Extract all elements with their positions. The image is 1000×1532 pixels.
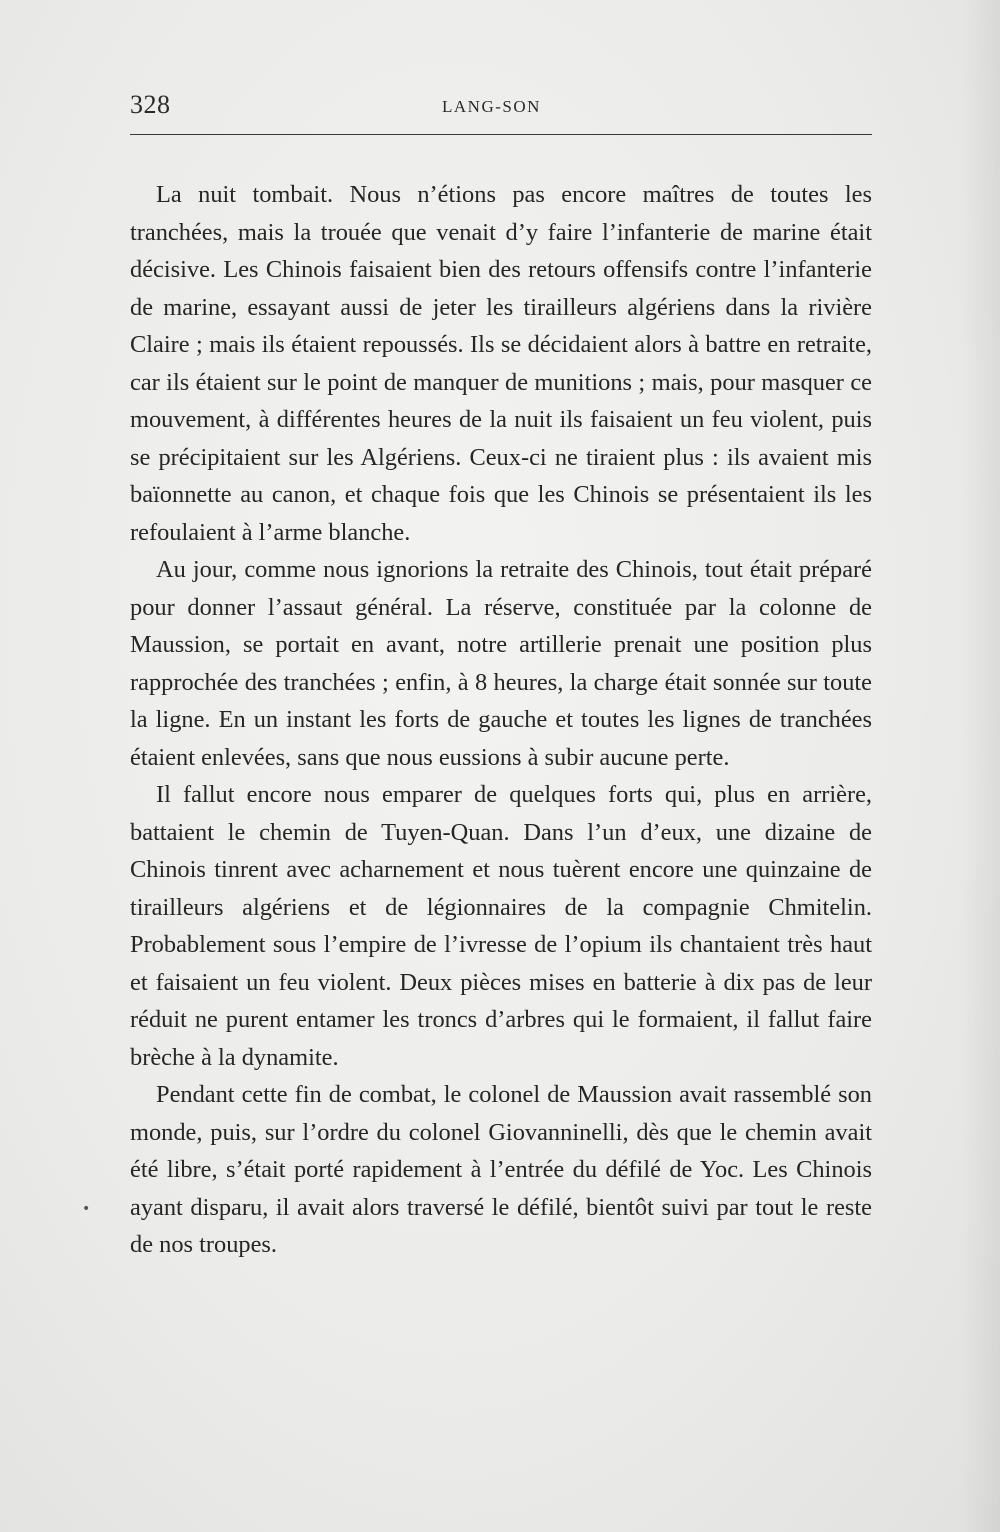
running-title: LANG-SON [442,97,541,116]
header-rule [130,134,872,135]
paragraph: Il fallut encore nous emparer de quelques forts qui, plus en arrière, battaient le chemin de Tuyen-Quan. Dans l’un d’eux, une dizaine de Chinois tinrent avec acharnement et nous tuèrent encore une quinzaine de tirailleurs algériens et de légionnaires de la compagnie Chmitelin. Probablement sous l’empire de l’ivresse de l’opium ils chantaient très haut et faisaient un feu violent. Deux pièces mises en batterie à dix pas de leur réduit ne purent entamer les troncs d’arbres qui le formaient, il fallut faire brèche à la dynamite. [130,781,872,1071]
margin-mark-icon: • [82,1201,91,1217]
page-edge-shadow [960,0,1000,1532]
page-number: 328 [130,90,171,119]
paragraph: Pendant cette fin de combat, le colonel de Maussion avait rassemblé son monde, puis, sur l’ordre du colonel Giovanninelli, dès que le chemin avait été libre, s’était porté rapidement à l’entrée du défilé de Yoc. Les Chinois ayant disparu, il avait alors traversé le défilé, bientôt suivi par tout le reste de nos troupes. [130,1081,872,1258]
page-header [130,88,872,124]
body-text [130,176,872,1264]
paragraph: La nuit tombait. Nous n’étions pas encore maîtres de toutes les tranchées, mais la trouée que venait d’y faire l’infanterie de marine était décisive. Les Chinois faisaient bien des retours offensifs contre l’infanterie de marine, essayant aussi de jeter les tirailleurs algériens dans la rivière Claire ; mais ils étaient repoussés. Ils se décidaient alors à battre en retraite, car ils étaient sur le point de manquer de munitions ; mais, pour masquer ce mouvement, à différentes heures de la nuit ils faisaient un feu violent, puis se précipitaient sur les Algériens. Ceux-ci ne tiraient plus : ils avaient mis baïonnette au canon, et chaque fois que les Chinois se présentaient ils les refoulaient à l’arme blanche. [130,181,872,546]
paragraph: Au jour, comme nous ignorions la retraite des Chinois, tout était préparé pour donner l’assaut général. La réserve, constituée par la colonne de Maussion, se portait en avant, notre artillerie prenait une position plus rapprochée des tranchées ; enfin, à 8 heures, la charge était sonnée sur toute la ligne. En un instant les forts de gauche et toutes les lignes de tranchées étaient enlevées, sans que nous eussions à subir aucune perte. [130,556,872,771]
